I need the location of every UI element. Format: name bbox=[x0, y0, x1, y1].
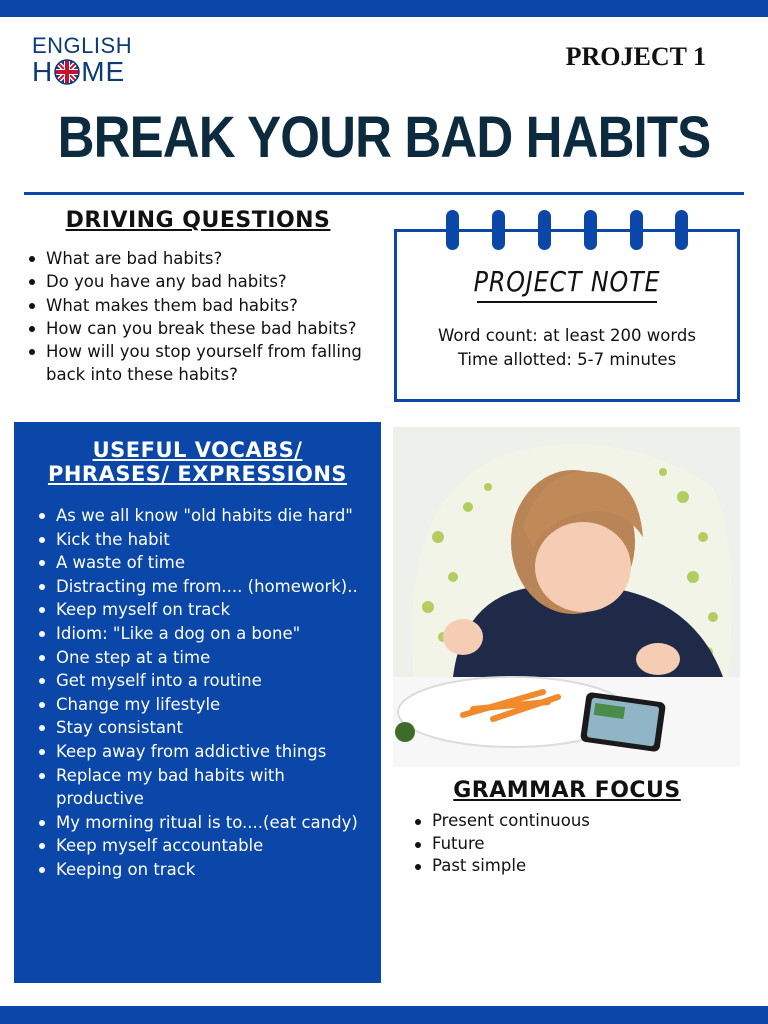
grammar-focus-list bbox=[410, 810, 730, 878]
photo-illustration bbox=[393, 427, 740, 767]
list-item: Change my lifestyle bbox=[34, 693, 374, 717]
time-allotted-text: Time allotted: 5-7 minutes bbox=[457, 350, 677, 369]
list-item: Distracting me from.... (homework).. bbox=[34, 575, 374, 599]
driving-questions-list bbox=[24, 247, 364, 387]
vocab-list bbox=[34, 504, 374, 882]
project-note-title: PROJECT NOTE bbox=[473, 265, 661, 298]
list-item: As we all know "old habits die hard" bbox=[34, 504, 374, 528]
vocab-panel bbox=[14, 422, 381, 983]
list-item: Stay consistant bbox=[34, 716, 374, 740]
spiral-ring-icon bbox=[584, 210, 597, 250]
grammar-focus-heading: GRAMMAR FOCUS bbox=[453, 778, 681, 803]
spiral-ring-icon bbox=[675, 210, 688, 250]
list-item: Present continuous bbox=[410, 810, 730, 833]
uk-flag-icon bbox=[54, 59, 80, 85]
list-item: Keeping on track bbox=[34, 858, 374, 882]
spiral-ring-icon bbox=[538, 210, 551, 250]
top-accent-bar bbox=[0, 0, 768, 17]
driving-questions-heading: DRIVING QUESTIONS bbox=[65, 208, 331, 233]
list-item: What makes them bad habits? bbox=[24, 294, 364, 317]
list-item: Idiom: "Like a dog on a bone" bbox=[34, 622, 374, 646]
english-home-logo bbox=[32, 34, 152, 88]
list-item: How will you stop yourself from falling back into these habits? bbox=[24, 340, 364, 387]
logo-text-line2: H ME bbox=[32, 56, 126, 87]
spiral-ring-icon bbox=[630, 210, 643, 250]
list-item: Kick the habit bbox=[34, 528, 374, 552]
list-item: What are bad habits? bbox=[24, 247, 364, 270]
list-item: Replace my bad habits with productive bbox=[34, 764, 374, 811]
list-item: My morning ritual is to....(eat candy) bbox=[34, 811, 374, 835]
word-count-text: Word count: at least 200 words bbox=[438, 326, 696, 345]
list-item: Past simple bbox=[410, 855, 730, 878]
list-item: One step at a time bbox=[34, 646, 374, 670]
spiral-ring-icon bbox=[446, 210, 459, 250]
bottom-accent-bar bbox=[0, 1006, 768, 1024]
list-item: Keep away from addictive things bbox=[34, 740, 374, 764]
title-divider bbox=[24, 192, 744, 195]
logo-text-line1: ENGLISH bbox=[32, 33, 133, 58]
list-item: Keep myself on track bbox=[34, 598, 374, 622]
list-item: Do you have any bad habits? bbox=[24, 270, 364, 293]
page-title: BREAK YOUR BAD HABITS bbox=[57, 105, 711, 170]
list-item: Keep myself accountable bbox=[34, 834, 374, 858]
project-note-underline bbox=[477, 301, 657, 303]
list-item: A waste of time bbox=[34, 551, 374, 575]
vocab-heading: USEFUL VOCABS/ PHRASES/ EXPRESSIONS bbox=[47, 438, 348, 486]
list-item: Get myself into a routine bbox=[34, 669, 374, 693]
list-item: Future bbox=[410, 833, 730, 856]
child-with-phone-photo bbox=[393, 427, 740, 767]
list-item: How can you break these bad habits? bbox=[24, 317, 364, 340]
project-note-card bbox=[394, 229, 740, 402]
spiral-ring-icon bbox=[492, 210, 505, 250]
project-label: PROJECT 1 bbox=[565, 42, 706, 71]
